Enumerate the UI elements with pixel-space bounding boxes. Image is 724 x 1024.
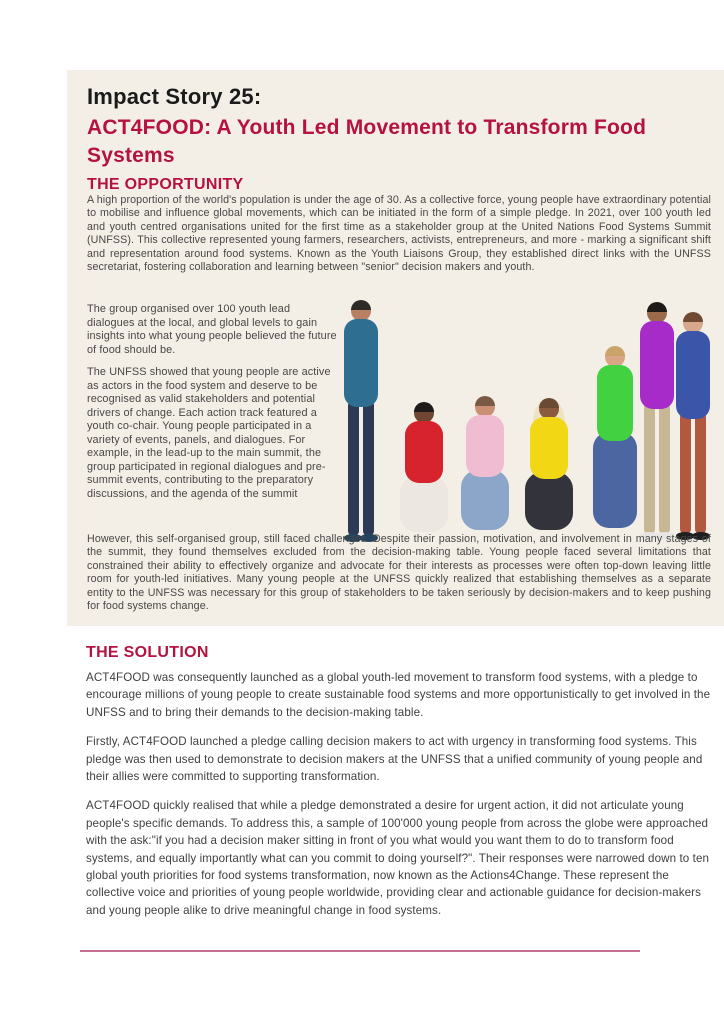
person-figure bbox=[461, 396, 509, 530]
solution-heading: THE SOLUTION bbox=[86, 644, 209, 661]
solution-paragraph-3: ACT4FOOD quickly realised that while a pledge demonstrated a desire for urgent action, it did not articulate young people's specific demands. To address this, a sample of 100'000 young people from across the globe were approached with the ask:"if you had a decision maker sitting in front of you what would you want them to do to transform food systems, and equally importantly what can you commit to doing yourself?". Their responses were narrowed down to ten global youth priorities for food systems transformation, now known as the Actions4Change. These represent the collective voice and priorities of young people worldwide, providing clear and actionable guidance for decision-makers and young people alike to drive meaningful change in food systems. bbox=[86, 799, 710, 917]
group-photo bbox=[327, 296, 719, 544]
footer-divider-line bbox=[80, 950, 640, 952]
opportunity-panel bbox=[67, 70, 724, 626]
opportunity-paragraph-3: The UNFSS showed that young people are active as actors in the food system and deserve to be recognised as valid stakeholders and potential drivers of change. Each action track featured a youth co-chair. Young people participated in a variety of events, panels, and dialogues. For example, in the lead-up to the main summit, the group participated in regional dialogues and pre-summit events, contributing to the preparatory discussions, and the agenda of the summit bbox=[87, 366, 331, 500]
person-figure bbox=[640, 302, 674, 540]
page-subtitle: ACT4FOOD: A Youth Led Movement to Transform Food Systems bbox=[87, 116, 647, 167]
person-figure bbox=[676, 312, 710, 540]
opportunity-paragraph-1: A high proportion of the world's population is under the age of 30. As a collective force, young people have extraordinary potential to mobilise and influence global movements, which can be initiated in the form of a simple pledge. In 2021, over 100 youth led and youth centred organisations united for the first time as a stakeholder group at the United Nations Food Systems Summit (UNFSS). This collective represented young farmers, researchers, activists, entrepreneurs, and more - marking a significant shift and representation around food systems. Known as the Youth Liaisons Group, they established direct links with the UNFSS secretariat, fostering collaboration and learning between "senior" decision makers and youth. bbox=[87, 194, 711, 274]
person-figure bbox=[344, 300, 378, 542]
opportunity-heading: THE OPPORTUNITY bbox=[87, 176, 244, 193]
page-title: Impact Story 25: bbox=[87, 84, 262, 109]
person-figure bbox=[593, 346, 637, 528]
solution-paragraph-2: Firstly, ACT4FOOD launched a pledge calling decision makers to act with urgency in transforming food systems. This pledge was then used to demonstrate to decision makers at the UNFSS that a unified community of young people and their allies were committed to supporting transformation. bbox=[86, 735, 703, 784]
person-figure bbox=[525, 398, 573, 530]
person-figure bbox=[400, 402, 448, 532]
opportunity-paragraph-2: The group organised over 100 youth lead dialogues at the local, and global levels to gain insights into what young people believed the future of food should be. bbox=[87, 303, 337, 356]
opportunity-paragraph-4: However, this self-organised group, still faced challenges. Despite their passion, motivation, and involvement in many stages of the summit, they found themselves excluded from the decision-making table. Young people faced several limitations that constrained their ability to effectively organize and advocate for their interests as processes were often top-down leaving little room for youth-led initiatives. Many young people at the UNFSS quickly realized that establishing themselves as a separate entity to the UNFSS was necessary for this group of stakeholders to be taken seriously by decision-makers and to keep pushing for food systems change. bbox=[87, 533, 711, 613]
solution-section bbox=[86, 644, 718, 931]
solution-paragraph-1: ACT4FOOD was consequently launched as a global youth-led movement to transform food systems, with a pledge to encourage millions of young people to create sustainable food systems and more opportunistically to get involved in the UNFSS and to bring their demands to the decision-making table. bbox=[86, 671, 711, 719]
